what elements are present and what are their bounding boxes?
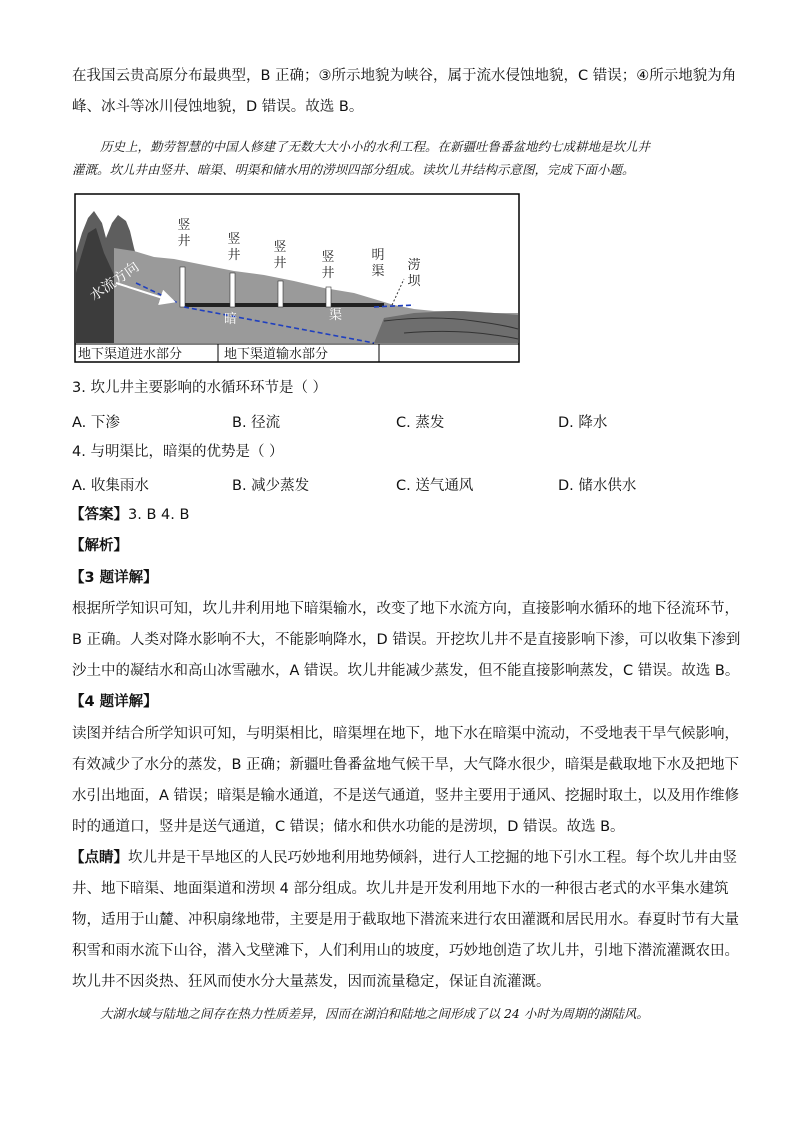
label-open-channel-a: 明 [371,248,385,263]
question-3-stem: 3. 坎儿井主要影响的水循环环节是（ ） [72,380,328,396]
answer-text: 3. B 4. B [128,507,190,523]
label-open-channel-b: 渠 [371,264,385,279]
detail4-line: 水引出地面，A 错误；暗渠是输水通道，不是送气通道，竖井主要用于通风、挖掘时取土，以及用作维修 [72,788,740,804]
tip-line: 坎儿井是干旱地区的人民巧妙地利用地势倾斜，进行人工挖掘的地下引水工程。每个坎儿井由竖 [128,850,737,866]
label-shaft-1a: 竖 [177,218,191,233]
label-shaft-4b: 井 [321,266,335,281]
q4-option-c: C. 送气通风 [396,478,474,494]
answer-tag: 【答案】 [70,507,128,523]
question-4-stem: 4. 与明渠比，暗渠的优势是（ ） [72,444,284,460]
karez-diagram [74,193,520,363]
q4-option-d: D. 储水供水 [558,478,637,494]
next-passage-line: 大湖水域与陆地之间存在热力性质差异，因而在湖泊和陆地之间形成了以 24 小时为周期的湖陆风。 [100,1006,649,1021]
tip-line: 井、地下暗渠、地面渠道和涝坝 4 部分组成。坎儿井是开发利用地下水的一种很古老式的水平集水建筑 [72,881,729,897]
detail3-line: 根据所学知识可知，坎儿井利用地下暗渠输水，改变了地下水流方向，直接影响水循环的地下径流环节， [72,601,739,617]
tip-line: 物，适用于山麓、冲积扇缘地带，主要是用于截取地下潜流来进行农田灌溉和居民用水。春夏时节有大量 [72,912,739,928]
detail4-line: 读图并结合所学知识可知，与明渠相比，暗渠埋在地下，地下水在暗渠中流动，不受地表干旱气候影响， [72,726,739,742]
text-line: 在我国云贵高原分布最典型，B 正确；③所示地貌为峡谷，属于流水侵蚀地貌，C 错误；④所示地貌为角 [72,68,737,84]
q3-option-a: A. 下渗 [72,415,120,431]
well-shape [180,267,185,307]
label-shaft-2b: 井 [227,248,241,263]
well-shape [278,281,283,307]
detail3-line: 沙土中的凝结水和高山冰雪融水，A 错误。坎儿井能减少蒸发，但不能直接影响蒸发，C 错误。故选 B。 [72,663,740,679]
intro-line: 灌溉。坎儿井由竖井、暗渠、明渠和储水用的涝坝四部分组成。读坎儿井结构示意图，完成下面小题。 [72,162,635,177]
label-flow-direction: 水流方向 [87,259,143,305]
label-shaft-1b: 井 [177,234,191,249]
detail4-line: 有效减少了水分的蒸发，B 正确；新疆吐鲁番盆地气候干旱，大气降水很少，暗渠是截取地下水及把地下 [72,757,740,773]
footer-transport: 地下渠道输水部分 [224,347,329,362]
text-line: 峰、冰斗等冰川侵蚀地貌，D 错误。故选 B。 [72,99,364,115]
intro-line: 历史上，勤劳智慧的中国人修建了无数大大小小的水利工程。在新疆吐鲁番盆地约七成耕地是坎儿井 [100,139,651,154]
answer-row [70,505,189,525]
q3-option-c: C. 蒸发 [396,415,445,431]
q4-option-b: B. 减少蒸发 [232,478,310,494]
label-dam-b: 坝 [407,274,421,289]
analysis-tag: 【解析】 [70,538,128,554]
label-shaft-3a: 竖 [273,240,287,255]
q3-option-b: B. 径流 [232,415,281,431]
label-hidden-b: 渠 [329,308,343,323]
well-shape [230,273,235,307]
detail4-line: 时的通道口，竖井是送气通道，C 错误；储水和供水功能的是涝坝，D 错误。故选 B。 [72,819,625,835]
footer-intake: 地下渠道进水部分 [78,347,183,362]
detail3-tag: 【3 题详解】 [70,570,158,586]
label-shaft-2a: 竖 [227,232,241,247]
well-shape [326,287,331,307]
q3-option-d: D. 降水 [558,415,608,431]
detail4-tag: 【4 题详解】 [70,694,158,710]
tip-tag: 【点睛】 [70,850,128,866]
tip-line: 积雪和雨水流下山谷，潜入戈壁滩下，人们利用山的坡度，巧妙地创造了坎儿井，引地下潜流灌溉农田。 [72,943,739,959]
label-shaft-4a: 竖 [321,250,335,265]
label-dam-a: 涝 [407,258,421,273]
detail3-line: B 正确。人类对降水影响不大，不能影响降水，D 错误。开挖坎儿井不是直接影响下渗，可以收集下渗到 [72,632,741,648]
karez-diagram-svg [74,193,520,363]
tip-line: 坎儿井不因炎热、狂风而使水分大量蒸发，因而流量稳定，保证自流灌溉。 [72,974,551,990]
q4-option-a: A. 收集雨水 [72,478,149,494]
label-shaft-3b: 井 [273,256,287,271]
tip-row [70,848,737,868]
label-hidden-a: 暗 [224,312,238,327]
